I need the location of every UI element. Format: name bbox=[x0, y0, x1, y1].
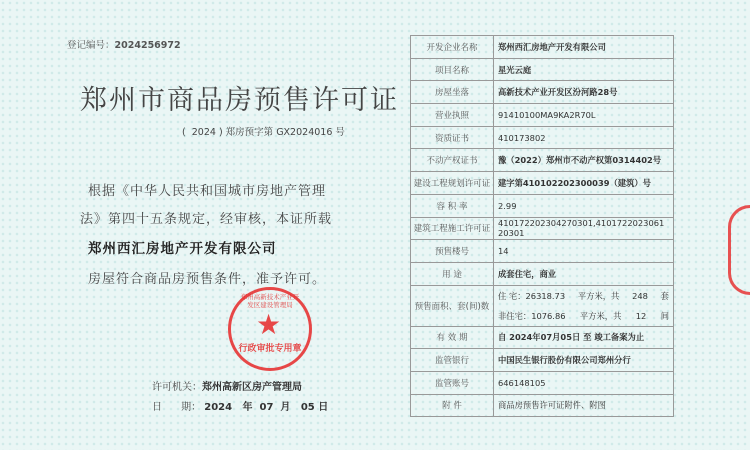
table-row bbox=[411, 262, 674, 285]
row-value: 建字第410102202300039（建筑）号 bbox=[494, 172, 674, 195]
body-line-2: 法》第四十五条规定，经审核，本证所载 bbox=[80, 212, 333, 227]
table-row bbox=[411, 240, 674, 263]
row-value: 星光云庭 bbox=[494, 58, 674, 81]
presale-area bbox=[494, 285, 674, 326]
row-label: 有 效 期 bbox=[411, 326, 494, 349]
company-name: 郑州西汇房地产开发有限公司 bbox=[88, 241, 277, 257]
permit-number: ( 2024 ) 郑房预字第 GX2024016 号 bbox=[182, 127, 345, 138]
row-label: 建设工程规划许可证 bbox=[411, 172, 494, 195]
body-line-1: 根据《中华人民共和国城市房地产管理 bbox=[88, 184, 327, 199]
measure: 间 bbox=[660, 310, 669, 321]
row-label: 监管银行 bbox=[411, 349, 494, 372]
row-label: 资质证书 bbox=[411, 126, 494, 149]
nonresidential-label: 非住宅：1076.86 bbox=[498, 310, 566, 321]
authority-label: 许可机关： bbox=[152, 382, 202, 393]
residential-label: 住 宅：26318.73 bbox=[498, 290, 566, 301]
row-label: 附 件 bbox=[411, 394, 494, 417]
row-value: 自 2024年07月05日 至 竣工备案为止 bbox=[494, 326, 674, 349]
table-row bbox=[411, 126, 674, 149]
table-row bbox=[411, 104, 674, 127]
row-value: 成套住宅，商业 bbox=[494, 262, 674, 285]
row-value: 410173802 bbox=[494, 126, 674, 149]
seal-center-text: 行政审批专用章 bbox=[238, 344, 302, 354]
row-label: 不动产权证书 bbox=[411, 149, 494, 172]
table-row bbox=[411, 371, 674, 394]
table-row bbox=[411, 81, 674, 104]
table-row bbox=[411, 58, 674, 81]
registration-label: 登记编号： bbox=[67, 40, 115, 51]
row-label: 开发企业名称 bbox=[411, 36, 494, 59]
star-icon: ★ bbox=[256, 308, 282, 341]
row-value: 商品房预售许可证附件、附图 bbox=[494, 394, 674, 417]
count: 248 bbox=[632, 290, 648, 301]
row-value: 中国民生银行股份有限公司郑州分行 bbox=[494, 349, 674, 372]
row-value: 410172202304270301,410172202306120301 bbox=[494, 217, 674, 240]
body-line-3: 房屋符合商品房预售条件，准予许可。 bbox=[88, 272, 327, 287]
row-label: 预售面积、套(间)数 bbox=[411, 285, 494, 326]
table-row bbox=[411, 36, 674, 59]
row-value: 郑州西汇房地产开发有限公司 bbox=[494, 36, 674, 59]
table-row bbox=[411, 149, 674, 172]
row-label: 营业执照 bbox=[411, 104, 494, 127]
authority-value: 郑州高新区房产管理局 bbox=[202, 382, 302, 393]
permit-details-table bbox=[410, 35, 674, 417]
row-label: 预售楼号 bbox=[411, 240, 494, 263]
row-value: 高新技术产业开发区汾河路28号 bbox=[494, 81, 674, 104]
row-label: 监管账号 bbox=[411, 371, 494, 394]
unit: 平方米，共 bbox=[577, 290, 620, 301]
issuing-authority bbox=[152, 378, 302, 393]
seal-circle-text: 郑州高新技术产业开发区建设管理局 bbox=[240, 293, 300, 309]
table-row bbox=[411, 394, 674, 417]
count: 12 bbox=[635, 310, 647, 321]
registration-value: 2024256972 bbox=[114, 40, 181, 51]
table-row bbox=[411, 326, 674, 349]
date-label: 日 期： bbox=[152, 402, 202, 413]
official-seal bbox=[228, 287, 312, 371]
residential-area bbox=[498, 286, 669, 306]
partial-seal bbox=[728, 205, 750, 295]
row-value: 2.99 bbox=[494, 194, 674, 217]
date-value: 2024 年 07 月 05 日 bbox=[204, 402, 329, 413]
row-label: 用 途 bbox=[411, 262, 494, 285]
registration-number bbox=[67, 37, 181, 51]
table-row bbox=[411, 172, 674, 195]
nonresidential-area bbox=[498, 306, 669, 326]
row-label: 项目名称 bbox=[411, 58, 494, 81]
page-title: 郑州市商品房预售许可证 bbox=[80, 85, 399, 116]
table-row bbox=[411, 349, 674, 372]
row-value: 14 bbox=[494, 240, 674, 263]
row-value: 91410100MA9KA2R70L bbox=[494, 104, 674, 127]
table-row bbox=[411, 285, 674, 326]
unit: 平方米，共 bbox=[579, 310, 622, 321]
issue-date bbox=[152, 398, 328, 413]
measure: 套 bbox=[660, 290, 669, 301]
row-label: 房屋坐落 bbox=[411, 81, 494, 104]
table-row bbox=[411, 194, 674, 217]
row-value: 豫（2022）郑州市不动产权第0314402号 bbox=[494, 149, 674, 172]
table-row bbox=[411, 217, 674, 240]
row-value: 646148105 bbox=[494, 371, 674, 394]
row-label: 建筑工程施工许可证 bbox=[411, 217, 494, 240]
row-label: 容 积 率 bbox=[411, 194, 494, 217]
